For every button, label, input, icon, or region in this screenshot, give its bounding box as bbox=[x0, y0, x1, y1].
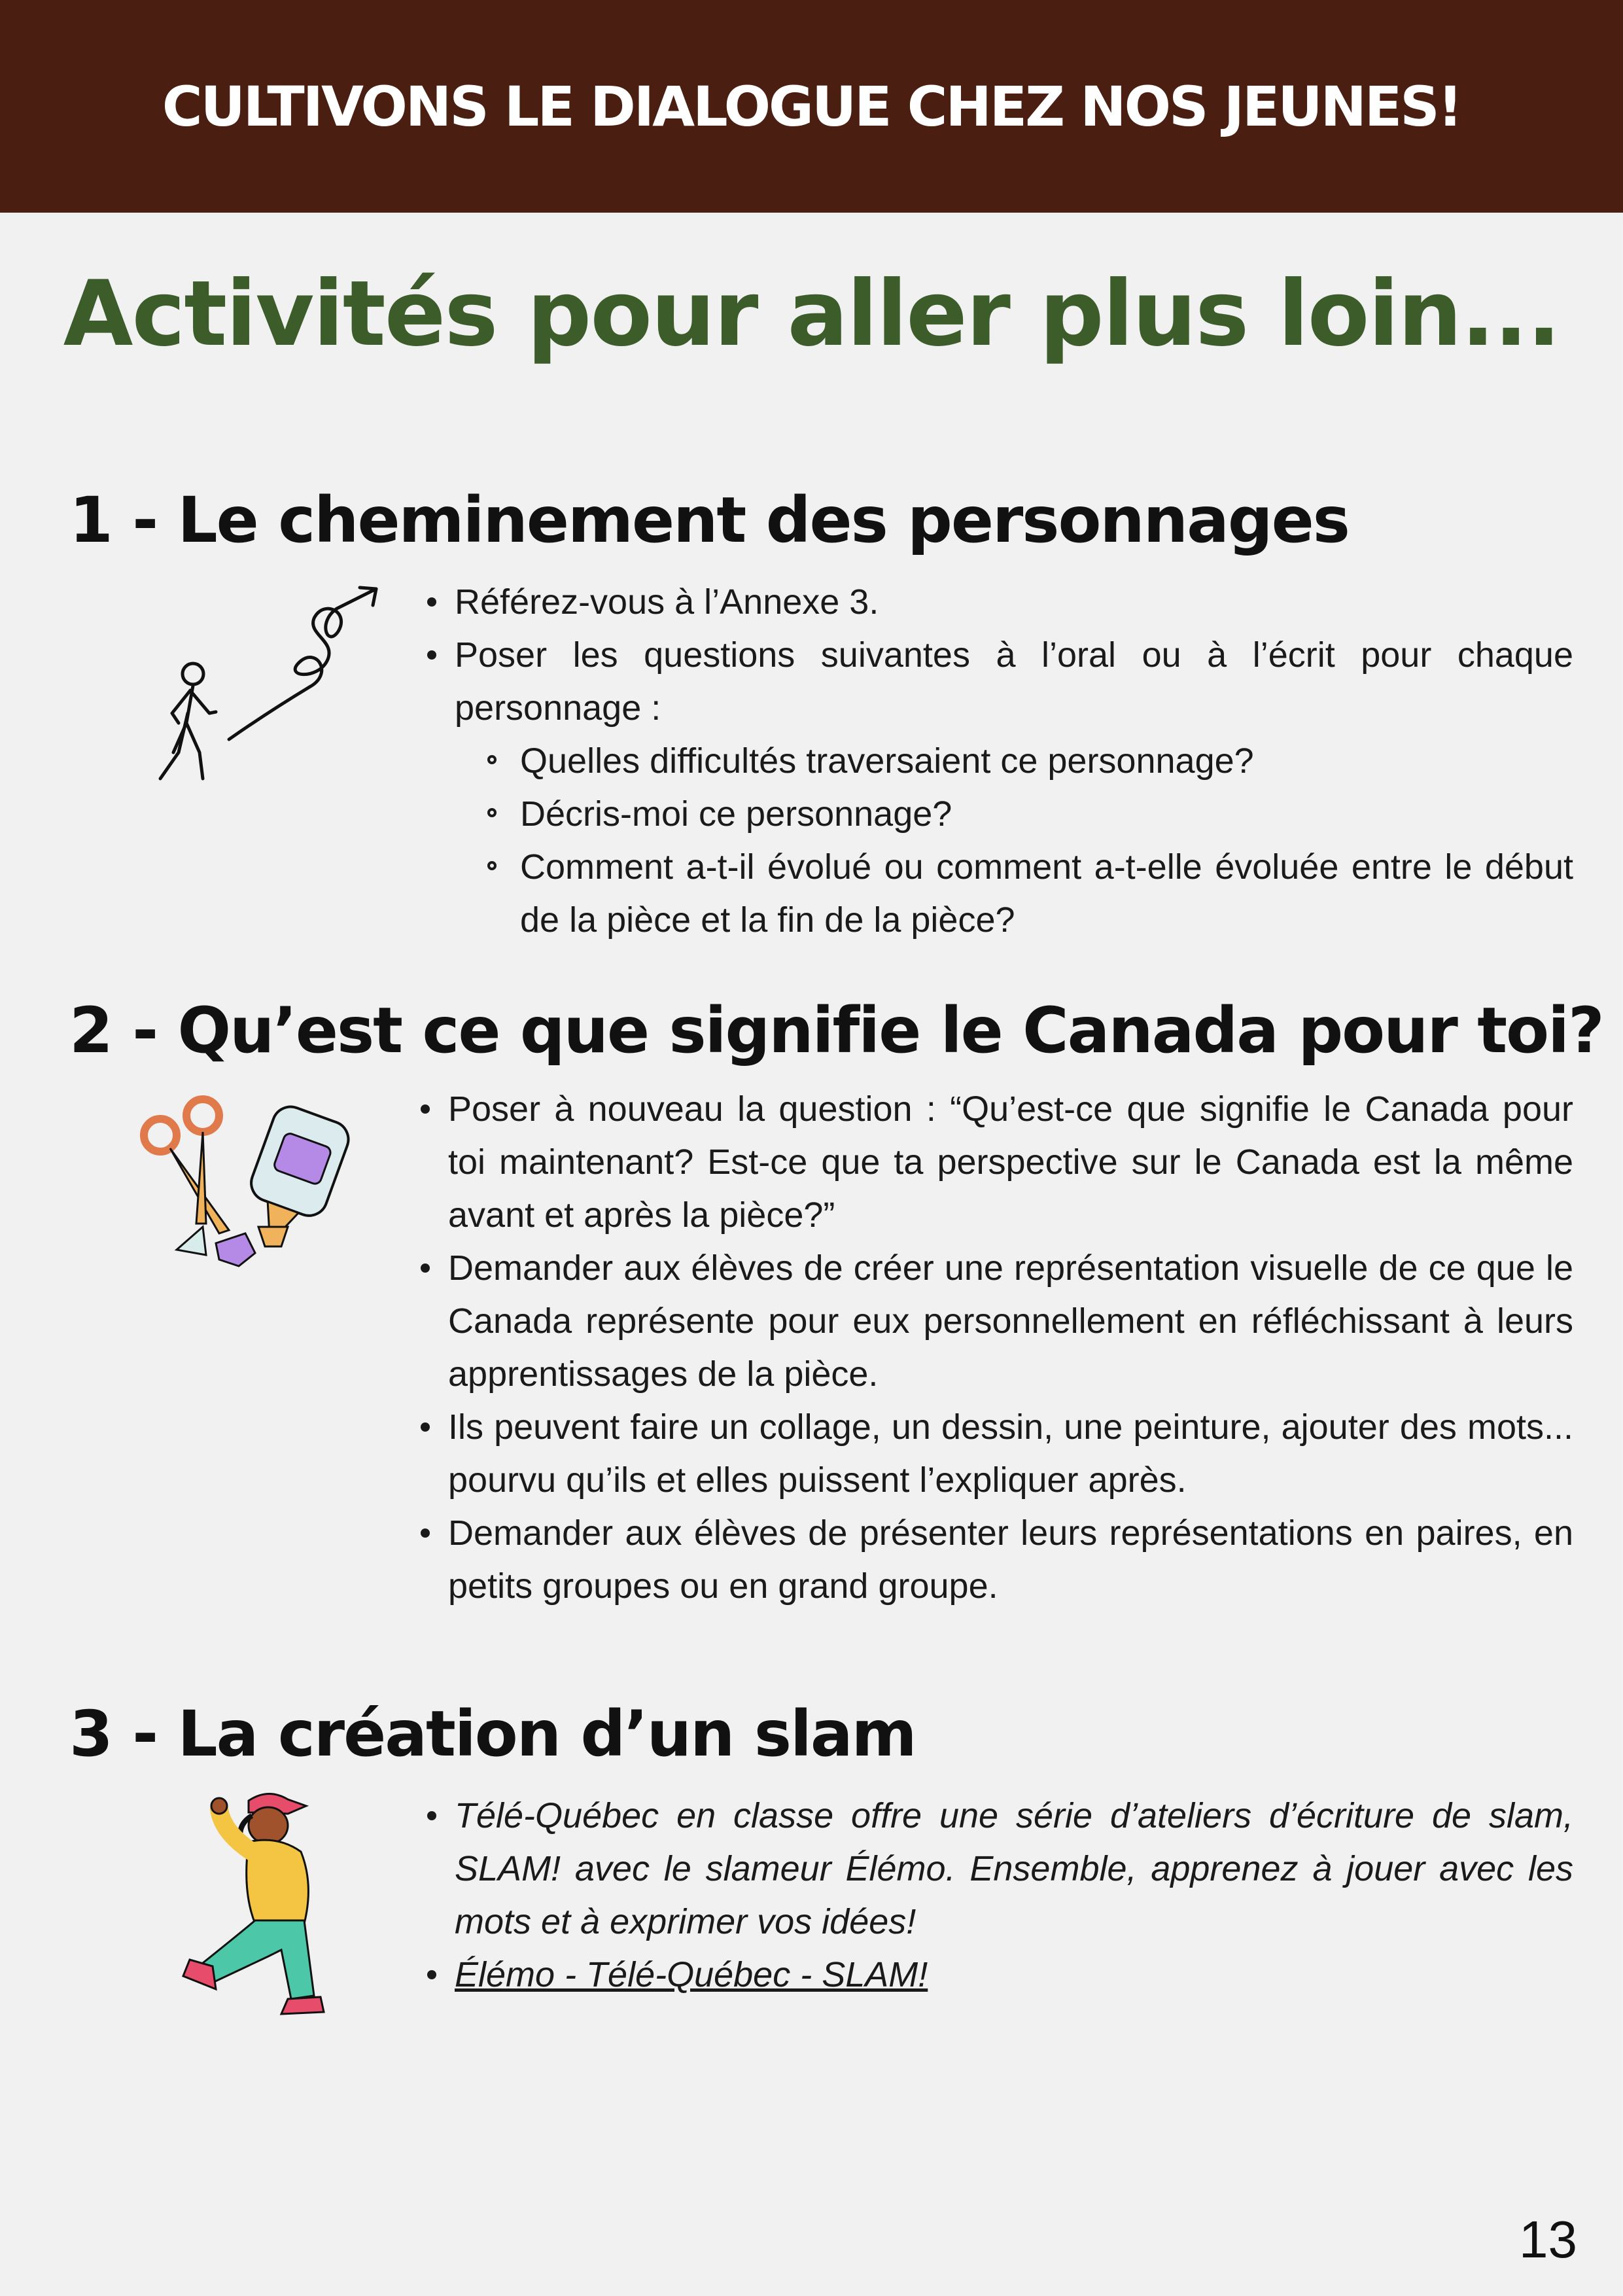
section-2-heading: 2 - Qu’est ce que signifie le Canada pour toi? bbox=[69, 994, 1603, 1067]
banner-title: CULTIVONS LE DIALOGUE CHEZ NOS JEUNES! bbox=[162, 74, 1461, 139]
list-item-text: Poser les questions suivantes à l’oral ou à l’écrit pour chaque personnage : bbox=[455, 635, 1573, 728]
list-item: Poser à nouveau la question : “Qu’est-ce que signifie le Canada pour toi maintenant? Est-ce que ta perspective sur le Canada est la même avant et après la pièce?” bbox=[448, 1083, 1573, 1242]
list-item: Télé-Québec en classe offre une série d’ateliers d’écriture de slam, SLAM! avec le slameur Élémo. Ensemble, apprenez à jouer avec les mots et à exprimer vos idées! bbox=[455, 1790, 1573, 1949]
slam-performer-icon bbox=[157, 1786, 373, 2035]
section-3-heading: 3 - La création d’un slam bbox=[69, 1697, 916, 1771]
sub-list-item: Quelles difficultés traversaient ce personnage? bbox=[520, 735, 1573, 788]
page-title: Activités pour aller plus loin... bbox=[63, 261, 1560, 366]
scissors-glue-icon bbox=[131, 1086, 366, 1276]
section-3-list bbox=[415, 1790, 1573, 2002]
walking-person-arrow-icon bbox=[147, 582, 389, 785]
sub-list-item: Comment a-t-il évolué ou comment a-t-elle évoluée entre le début de la pièce et la fin de la pièce? bbox=[520, 841, 1573, 947]
list-item bbox=[455, 629, 1573, 947]
list-item: Ils peuvent faire un collage, un dessin, une peinture, ajouter des mots... pourvu qu’ils et elles puissent l’expliquer après. bbox=[448, 1401, 1573, 1507]
list-item bbox=[455, 1949, 1573, 2002]
section-2-list bbox=[409, 1083, 1573, 1613]
list-item: Demander aux élèves de présenter leurs représentations en paires, en petits groupes ou en grand groupe. bbox=[448, 1507, 1573, 1613]
header-banner bbox=[0, 0, 1623, 213]
section-1-sublist bbox=[455, 735, 1573, 947]
section-1-heading: 1 - Le cheminement des personnages bbox=[69, 484, 1349, 557]
sub-list-item: Décris-moi ce personnage? bbox=[520, 788, 1573, 841]
page-number: 13 bbox=[1519, 2210, 1577, 2269]
list-item: Demander aux élèves de créer une représentation visuelle de ce que le Canada représente pour eux personnellement en réfléchissant à leurs apprentissages de la pièce. bbox=[448, 1242, 1573, 1401]
list-item: Référez-vous à l’Annexe 3. bbox=[455, 576, 1573, 629]
slam-link[interactable]: Élémo - Télé-Québec - SLAM! bbox=[455, 1955, 928, 1994]
section-1-list bbox=[415, 576, 1573, 947]
